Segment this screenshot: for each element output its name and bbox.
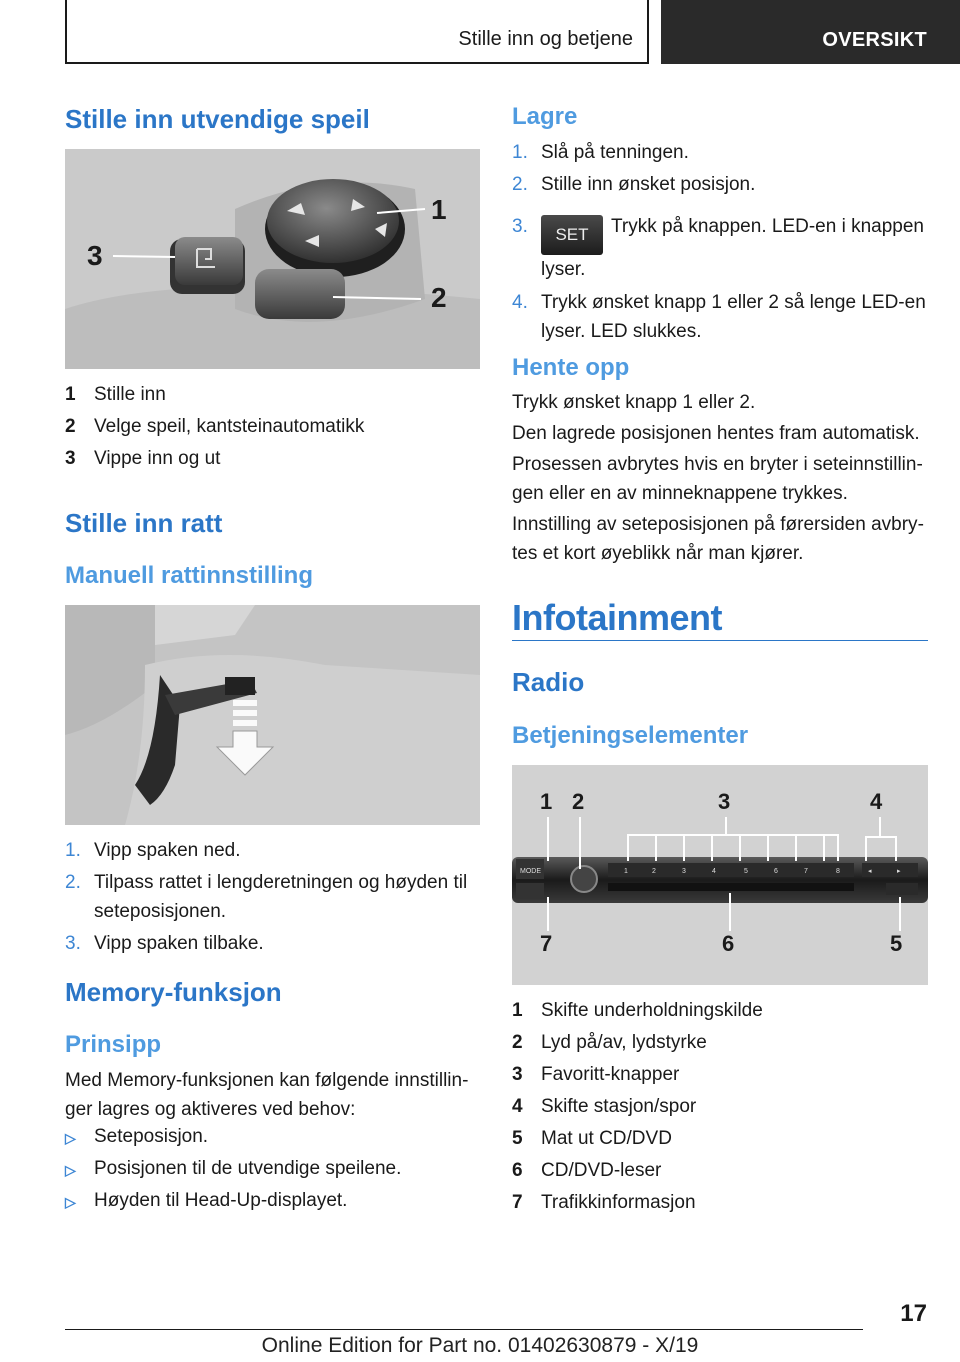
radio-fig-label-6: 6 — [722, 931, 735, 956]
list-item: ▷ Posisjonen til de utvendige speilene. — [65, 1158, 402, 1179]
manual-steps — [65, 836, 480, 958]
recall-text — [512, 388, 928, 568]
list-item: 2. Stille inn ønsket posisjon. — [512, 174, 756, 195]
header-section-box — [65, 0, 649, 64]
list-item: 3 Favoritt-knapper — [512, 1064, 680, 1085]
list-item: 2 Lyd på/av, lydstyrke — [512, 1032, 707, 1053]
list-item: 7 Trafikkinformasjon — [512, 1192, 696, 1213]
header-section-title: Stille inn og betjene — [458, 28, 633, 50]
list-item: 3. Vipp spaken tilbake. — [65, 933, 264, 954]
header-tab[interactable] — [661, 0, 960, 64]
steering-lever-photo — [65, 605, 480, 825]
recall-heading: Hente opp — [512, 354, 630, 381]
list-item: 5 Mat ut CD/DVD — [512, 1128, 672, 1149]
list-item: 2 Velge speil, kantsteinautomatikk — [65, 416, 365, 437]
paragraph: Den lagrede posisjonen hentes fram automatisk. — [512, 423, 920, 444]
radio-fig-label-5: 5 — [890, 931, 903, 956]
header-tab-label: OVERSIKT — [822, 29, 927, 51]
svg-text:▸: ▸ — [897, 868, 901, 875]
preset-key-8: 8 — [836, 868, 840, 875]
list-item: 3. SET Trykk på knappen. LED-en i knappen lyser. — [512, 216, 924, 280]
preset-key-7: 7 — [804, 868, 808, 875]
svg-text:◂: ◂ — [868, 868, 872, 875]
mirror-legend — [65, 380, 480, 473]
mirror-controls-photo — [65, 149, 480, 369]
radio-fig-label-3: 3 — [718, 789, 731, 814]
mirror-fig-label-2: 2 — [431, 282, 447, 313]
mirror-fig-label-3: 3 — [87, 240, 103, 271]
preset-key-3: 3 — [682, 868, 686, 875]
list-item: 1 Skifte underholdningskilde — [512, 1000, 763, 1021]
paragraph: Prosessen avbrytes hvis en bryter i seteinnstillingen eller en av minneknappene trykkes. — [512, 454, 923, 504]
list-item: 1. Slå på tenningen. — [512, 142, 689, 163]
steering-lever-illustration — [65, 605, 480, 825]
list-item: 4. Trykk ønsket knapp 1 eller 2 så lenge LED-en lyser. LED slukkes. — [512, 292, 926, 342]
preset-key-2: 2 — [652, 868, 656, 875]
edition-footer: Online Edition for Part no. 01402630879 - X/19 — [261, 1334, 699, 1357]
list-item: 4 Skifte stasjon/spor — [512, 1096, 697, 1117]
radio-controls-photo — [512, 765, 928, 985]
mirror-fig-label-1: 1 — [431, 194, 447, 225]
mode-label: MODE — [520, 868, 541, 875]
preset-key-5: 5 — [744, 868, 748, 875]
mirror-controls-illustration — [65, 149, 480, 369]
controls-heading: Betjeningselementer — [512, 722, 749, 749]
radio-controls-illustration — [512, 765, 928, 985]
mirror-heading: Stille inn utvendige speil — [65, 104, 370, 134]
radio-fig-label-1: 1 — [540, 789, 553, 814]
principle-heading: Prinsipp — [65, 1031, 162, 1058]
paragraph: Innstilling av seteposisjonen på førersiden avbrytes et kort øyeblikk når man kjører. — [512, 514, 924, 564]
list-item: 3 Vippe inn og ut — [65, 448, 221, 469]
list-item: 1 Stille inn — [65, 384, 166, 405]
preset-key-6: 6 — [774, 868, 778, 875]
paragraph: Trykk ønsket knapp 1 eller 2. — [512, 392, 756, 413]
radio-legend — [512, 996, 928, 1217]
save-steps — [512, 138, 928, 346]
principle-bullets — [65, 1122, 480, 1215]
list-item: 6 CD/DVD-leser — [512, 1160, 662, 1181]
infotainment-heading: Infotainment — [512, 597, 722, 638]
memory-heading: Memory-funksjon — [65, 977, 282, 1007]
list-item: ▷ Høyden til Head-Up-displayet. — [65, 1190, 348, 1211]
radio-fig-label-4: 4 — [870, 789, 883, 814]
list-item: 1. Vipp spaken ned. — [65, 840, 241, 861]
footer-rule — [65, 1329, 863, 1330]
radio-fig-label-7: 7 — [540, 931, 553, 956]
heading-rule — [512, 640, 928, 641]
wheel-heading: Stille inn ratt — [65, 508, 223, 538]
radio-heading: Radio — [512, 667, 585, 697]
page-number: 17 — [900, 1300, 927, 1327]
radio-fig-label-2: 2 — [572, 789, 585, 814]
manual-heading: Manuell rattinnstilling — [65, 562, 314, 589]
principle-text: Med Memory-funksjonen kan følgende innstillinger lagres og aktiveres ved behov: — [65, 1070, 469, 1120]
save-heading: Lagre — [512, 103, 578, 130]
preset-key-1: 1 — [624, 868, 628, 875]
list-item: 2. Tilpass rattet i lengderetningen og høyden til seteposisjonen. — [65, 872, 468, 922]
list-item: ▷ Seteposisjon. — [65, 1126, 209, 1147]
preset-key-4: 4 — [712, 868, 716, 875]
set-key-icon: SET — [541, 215, 603, 255]
